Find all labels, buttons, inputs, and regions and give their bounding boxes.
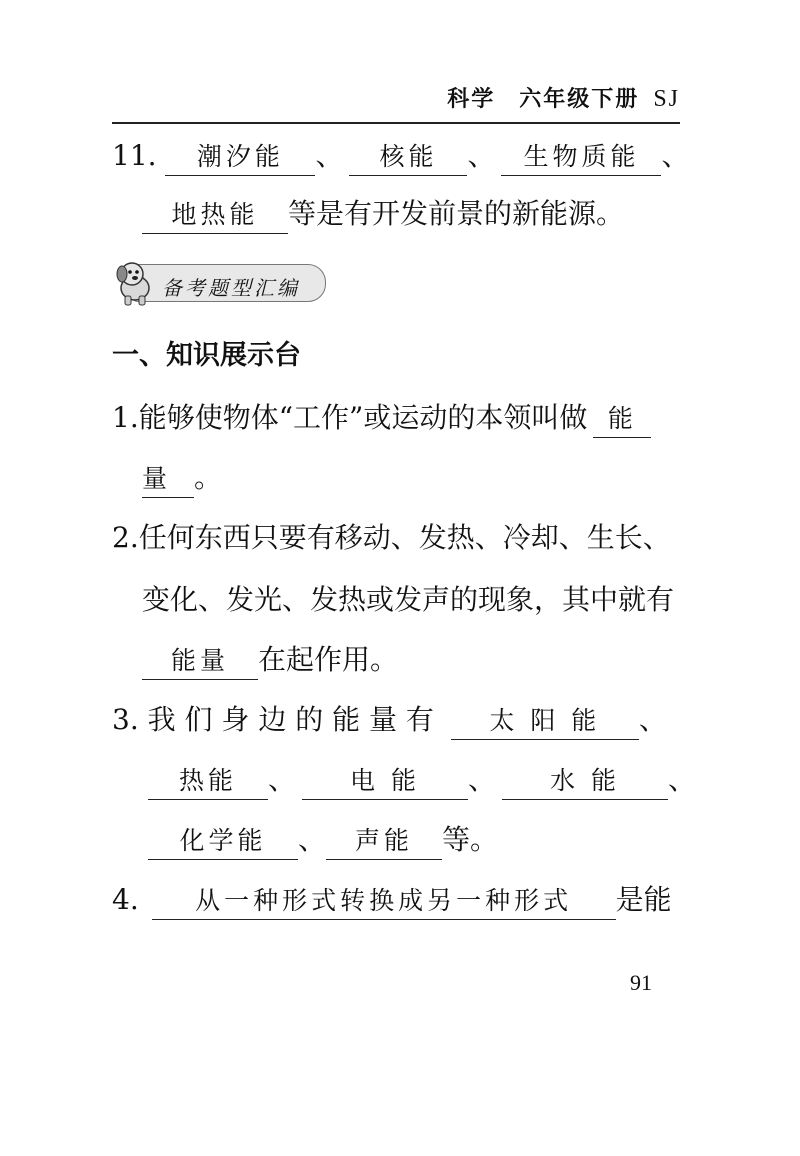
q11-number: 11. [112, 139, 157, 172]
exam-banner [110, 258, 328, 308]
q11-blank-1: 潮汐能 [165, 144, 315, 176]
separator: 、 [268, 763, 297, 796]
q2-line-1 [112, 521, 671, 554]
q11-blank-2: 核能 [349, 144, 467, 176]
header-rule [112, 122, 680, 124]
q1-blank-1: 能 [593, 406, 651, 438]
q4-blank: 从一种形式转换成另一种形式 [152, 888, 616, 920]
q2-number: 2. [112, 521, 139, 554]
q3-text: 我 们 身 边 的 能 量 有 [147, 703, 434, 736]
dog-icon [110, 258, 160, 308]
q2-line-3 [142, 643, 399, 680]
q2-text-1: 任何东西只要有移动、发热、冷却、生长、 [138, 521, 671, 554]
q1-text: 能够使物体“工作”或运动的本领叫做 [138, 401, 588, 434]
q3-blank-3: 电 能 [302, 768, 468, 800]
q3-number: 3. [112, 703, 139, 736]
section-title: 一、知识展示台 [112, 340, 301, 371]
q11-tail: 等是有开发前景的新能源。 [288, 197, 625, 230]
q1-end: 。 [194, 461, 223, 494]
separator: 、 [668, 763, 697, 796]
page-number: 91 [630, 970, 652, 995]
separator: 、 [298, 823, 327, 856]
q3-blank-6: 声能 [326, 828, 442, 860]
q4-number: 4. [112, 883, 139, 916]
q1-line-1 [112, 401, 651, 438]
q11-blank-4: 地热能 [142, 202, 288, 234]
running-header [447, 82, 680, 113]
separator: 、 [467, 139, 496, 172]
q3-blank-2: 热能 [148, 768, 268, 800]
separator: 、 [468, 763, 497, 796]
header-edition: SJ [653, 86, 680, 112]
q3-line-1 [112, 703, 667, 740]
q2-blank: 能量 [142, 648, 258, 680]
separator: 、 [638, 703, 667, 736]
separator: 、 [661, 139, 690, 172]
q2-tail: 在起作用。 [258, 643, 399, 676]
q1-line-2 [142, 461, 223, 498]
q1-blank-2: 量 [142, 466, 194, 498]
q3-line-2 [148, 763, 697, 800]
q3-line-3 [148, 823, 499, 860]
separator: 、 [315, 139, 344, 172]
q2-line-2: 变化、发光、发热或发声的现象，其中就有 [142, 583, 675, 616]
q11-line-2 [142, 197, 625, 234]
q11-line-1 [112, 139, 690, 176]
q11-blank-3: 生物质能 [501, 144, 661, 176]
q3-tail: 等。 [442, 823, 499, 856]
q3-blank-1: 太 阳 能 [451, 708, 639, 740]
q3-blank-5: 化学能 [148, 828, 298, 860]
q4-line-1 [112, 883, 672, 920]
q3-blank-4: 水 能 [502, 768, 668, 800]
banner-label: 备考题型汇编 [162, 276, 300, 300]
header-title: 科学 六年级下册 [447, 87, 640, 112]
q1-number: 1. [112, 401, 139, 434]
q4-tail: 是能 [615, 883, 672, 916]
